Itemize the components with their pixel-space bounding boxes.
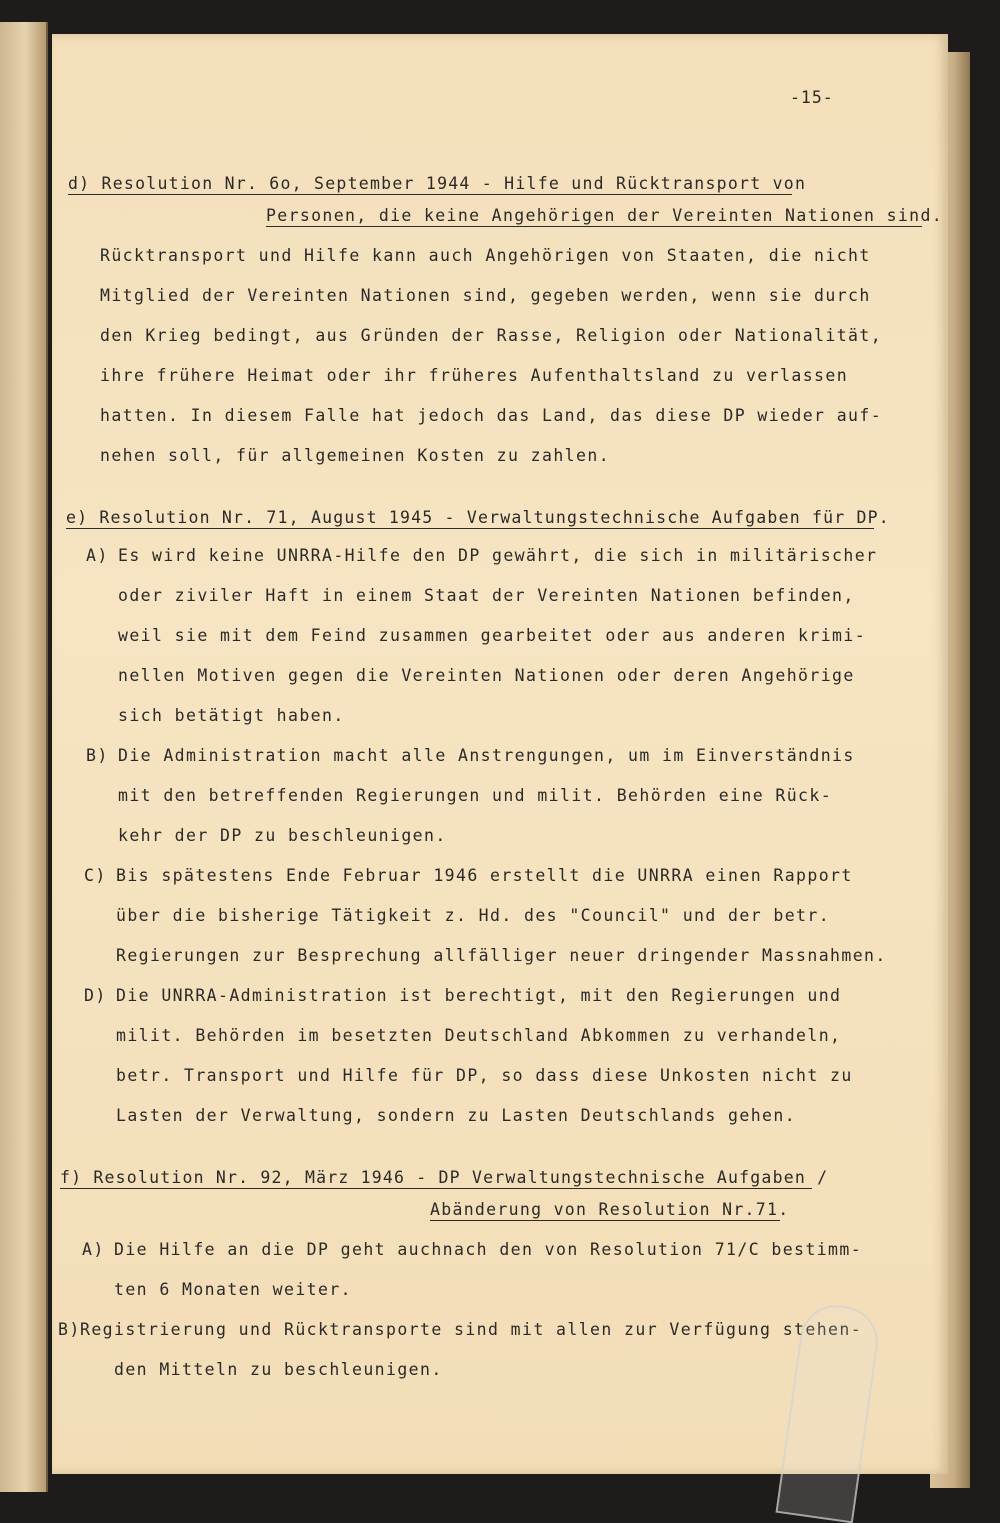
section-e-item-c-marker: C)	[84, 866, 107, 885]
section-d-body-line: Mitglied der Vereinten Nationen sind, gegeben werden, wenn sie durch	[100, 286, 871, 305]
document-page	[52, 34, 948, 1474]
section-d-heading-line2: Personen, die keine Angehörigen der Vereinten Nationen sind.	[266, 206, 944, 225]
section-e-item-a-line: weil sie mit dem Feind zusammen gearbeitet oder aus anderen krimi-	[118, 626, 867, 645]
section-d-heading-line1: d) Resolution Nr. 6o, September 1944 - Hilfe und Rücktransport von	[68, 174, 807, 193]
section-e-item-b-line: mit den betreffenden Regierungen und milit. Behörden eine Rück-	[118, 786, 833, 805]
section-e-item-a-marker: A)	[86, 546, 109, 565]
section-e-item-a-line: nellen Motiven gegen die Vereinten Nationen oder deren Angehörige	[118, 666, 855, 685]
left-page-edge	[0, 22, 48, 1492]
section-d-body-line: nehen soll, für allgemeinen Kosten zu zahlen.	[100, 446, 611, 465]
section-d-body-line: Rücktransport und Hilfe kann auch Angehörigen von Staaten, die nicht	[100, 246, 871, 265]
section-e-item-a-line: sich betätigt haben.	[118, 706, 345, 725]
section-d-body-line: den Krieg bedingt, aus Gründen der Rasse, Religion oder Nationalität,	[100, 326, 883, 345]
section-f-heading-line1: f) Resolution Nr. 92, März 1946 - DP Verwaltungstechnische Aufgaben /	[60, 1168, 829, 1187]
section-f-item-b-marker: B)	[58, 1320, 81, 1339]
section-f-item-a-line: ten 6 Monaten weiter.	[114, 1280, 353, 1299]
section-f-item-b-line: Registrierung und Rücktransporte sind mit allen zur Verfügung stehen-	[80, 1320, 863, 1339]
section-e-item-d-line: betr. Transport und Hilfe für DP, so dass diese Unkosten nicht zu	[116, 1066, 853, 1085]
section-f-item-a-marker: A)	[82, 1240, 105, 1259]
page-number: -15-	[790, 88, 834, 107]
section-e-heading: e) Resolution Nr. 71, August 1945 - Verwaltungstechnische Aufgaben für DP.	[66, 508, 890, 527]
section-e-item-c-line: über die bisherige Tätigkeit z. Hd. des "Council" und der betr.	[116, 906, 831, 925]
section-e-item-a-line: Es wird keine UNRRA-Hilfe den DP gewährt, die sich in militärischer	[118, 546, 878, 565]
section-e-item-b-line: kehr der DP zu beschleunigen.	[118, 826, 447, 845]
section-f-item-a-line: Die Hilfe an die DP geht auchnach den von Resolution 71/C bestimm-	[114, 1240, 863, 1259]
section-e-item-b-line: Die Administration macht alle Anstrengungen, um im Einverständnis	[118, 746, 855, 765]
section-e-item-c-line: Bis spätestens Ende Februar 1946 erstellt die UNRRA einen Rapport	[116, 866, 853, 885]
section-e-item-b-marker: B)	[86, 746, 109, 765]
section-f-heading-line2: Abänderung von Resolution Nr.71.	[430, 1200, 790, 1219]
section-e-item-d-marker: D)	[84, 986, 107, 1005]
section-d-body-line: hatten. In diesem Falle hat jedoch das Land, das diese DP wieder auf-	[100, 406, 883, 425]
section-e-item-d-line: Die UNRRA-Administration ist berechtigt, mit den Regierungen und	[116, 986, 842, 1005]
section-e-item-c-line: Regierungen zur Besprechung allfälliger neuer dringender Massnahmen.	[116, 946, 887, 965]
section-f-item-b-line: den Mitteln zu beschleunigen.	[114, 1360, 443, 1379]
section-e-item-a-line: oder ziviler Haft in einem Staat der Vereinten Nationen befinden,	[118, 586, 855, 605]
section-d-body-line: ihre frühere Heimat oder ihr früheres Aufenthaltsland zu verlassen	[100, 366, 849, 385]
section-e-item-d-line: Lasten der Verwaltung, sondern zu Lasten Deutschlands gehen.	[116, 1106, 797, 1125]
section-e-item-d-line: milit. Behörden im besetzten Deutschland Abkommen zu verhandeln,	[116, 1026, 842, 1045]
